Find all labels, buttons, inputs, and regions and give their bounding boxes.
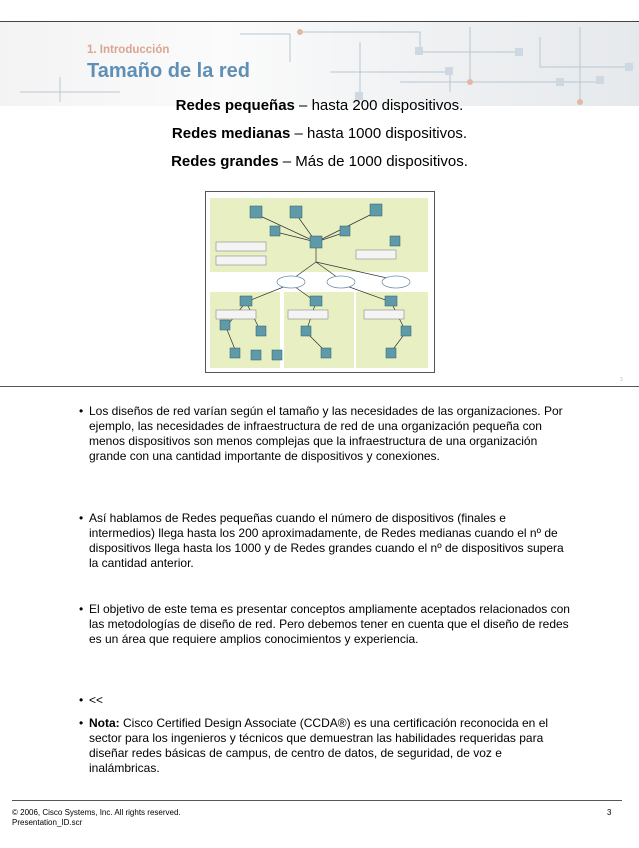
bullet: • bbox=[79, 716, 84, 730]
size-line-large bbox=[0, 153, 639, 170]
note-text: Así hablamos de Redes pequeñas cuando el número de dispositivos (finales e intermedios) llega hasta los 200 aproximadamente, de Redes medianas cuando el nº de dispositivos llega hasta los 1000 y de Redes grandes cuando el nº de dispositivos supera la cantidad anterior. bbox=[89, 511, 564, 570]
size-line-small bbox=[0, 97, 639, 114]
size-desc: – hasta 1000 dispositivos. bbox=[290, 125, 468, 142]
note-text: Los diseños de red varían según el tamaño y las necesidades de las organizaciones. Por ejemplo, las necesidades de infraestructura de red de una organización pequeña con menos dispositivos son menos complejas que la infraestructura de una organización grande con una cantidad importante de dispositivos y conexiones. bbox=[89, 404, 563, 463]
footer-rule bbox=[12, 800, 622, 801]
bullet: • bbox=[79, 693, 84, 707]
note-item bbox=[79, 602, 574, 647]
note-bold: Nota: bbox=[89, 716, 120, 730]
slide-bottom-rule bbox=[0, 386, 639, 387]
network-diagram-image bbox=[205, 191, 435, 373]
size-label: Redes medianas bbox=[171, 125, 291, 142]
note-text: << bbox=[89, 693, 104, 707]
note-text: El objetivo de este tema es presentar conceptos ampliamente aceptados relacionados con las metodologías de diseño de red. Pero debemos tener en cuenta que el diseño de redes es un área que requiere amplios conocimientos y experiencia. bbox=[89, 602, 570, 646]
note-text: Cisco Certified Design Associate (CCDA®) es una certificación reconocida en el sector para los ingenieros y técnicos que demuestran las habilidades requeridas para diseñar redes básicas de campus, de centro de datos, de seguridad, de voz e inalámbricas. bbox=[89, 716, 549, 775]
bullet: • bbox=[79, 602, 84, 616]
slide-title: Tamaño de la red bbox=[87, 60, 251, 82]
note-item bbox=[79, 404, 574, 464]
bullet: • bbox=[79, 511, 84, 525]
size-desc: – Más de 1000 dispositivos. bbox=[278, 153, 468, 170]
note-item bbox=[79, 716, 574, 776]
section-label: 1. Introducción bbox=[87, 44, 170, 56]
size-label: Redes grandes bbox=[171, 153, 279, 170]
note-item bbox=[79, 511, 574, 571]
note-item bbox=[79, 693, 574, 708]
presentation-id: Presentation_ID.scr bbox=[12, 818, 83, 827]
footer-copyright bbox=[12, 808, 181, 828]
copyright-text: © 2006, Cisco Systems, Inc. All rights reserved. bbox=[12, 808, 181, 817]
size-desc: – hasta 200 dispositivos. bbox=[294, 97, 464, 114]
bullet: • bbox=[79, 404, 84, 418]
size-line-medium bbox=[0, 125, 639, 142]
page-number: 3 bbox=[607, 808, 612, 817]
size-label: Redes pequeñas bbox=[175, 97, 295, 114]
slide-page-mark: 3 bbox=[620, 377, 623, 383]
